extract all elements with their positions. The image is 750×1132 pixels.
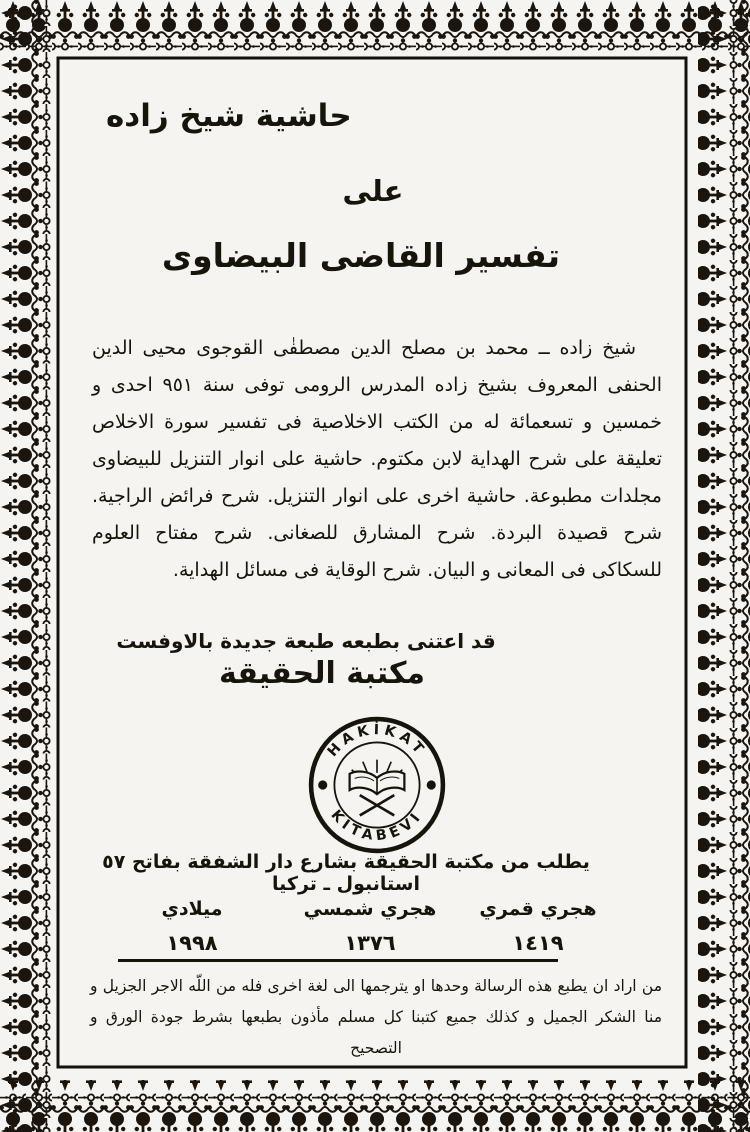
calendar-label: هجري قمري	[479, 898, 597, 920]
publisher-seal	[306, 714, 448, 856]
publisher-name: مكتبة الحقيقة	[219, 656, 425, 691]
seal-top-text	[325, 721, 430, 760]
title-connector: على	[342, 174, 404, 208]
calendar-value: ١٩٩٨	[166, 931, 218, 955]
offset-print-note: قد اعتنى بطبعه طبعة جديدة بالاوفست	[116, 629, 496, 653]
address-line: يطلب من مكتبة الحقيقة بشارع دار الشفقة بفاتح ٥٧ استانبول ـ تركيا	[102, 851, 590, 895]
calendar-value: ١٣٧٦	[344, 931, 396, 955]
tafsir-title: تفسير القاضى البيضاوى	[161, 236, 561, 275]
calendar-label: ميلادي	[161, 898, 223, 920]
seal-top-textpath: HAKİKAT	[324, 722, 430, 761]
calendar-label: هجري شمسي	[303, 898, 437, 920]
seal-bottom-textpath: KİTABEVİ	[327, 807, 427, 845]
calendar-value: ١٤١٩	[512, 931, 564, 955]
seal-right-dot	[427, 780, 436, 789]
open-book-icon	[350, 760, 405, 816]
author-biography: شيخ زاده ــ محمد بن مصلح الدين مصطفٰى القوجوى محيى الدين الحنفى المعروف بشيخ زاده المدرس الرومى توفى سنة ٩٥١ احدى و خمسين و تسعمائة له من الكتب الاخلاصية فى تفسير سورة الاخلاص تعليقة على شرح الهداية لابن مكتوم. حاشية على انوار التنزيل للبيضاوى مجلدات مطبوعة. حاشية اخرى على انوار التنزيل. شرح فرائض الراجية. شرح قصيدة البردة. شرح المشارق للصغانى. شرح مفتاح العلوم للسكاكى فى المعانى و البيان. شرح الوقاية فى مسائل الهداية.	[92, 337, 663, 581]
permission-note: من اراد ان يطبع هذه الرسالة وحدها او يترجمها الى لغة اخرى فله من اللّه الاجر الجزيل و منا الشكر الجميل و كذلك جميع كتبنا كل مسلم مأذون بطبعها بشرط جودة الورق و التصحيح	[90, 977, 662, 1057]
separator-rule	[118, 959, 558, 962]
book-title: حاشية شيخ زاده	[106, 98, 352, 134]
seal-left-dot	[318, 780, 327, 789]
calendar-column-hijri-shamsi	[295, 896, 445, 955]
calendar-column-miladi	[117, 896, 267, 955]
calendar-column-hijri-qamari	[463, 896, 613, 955]
